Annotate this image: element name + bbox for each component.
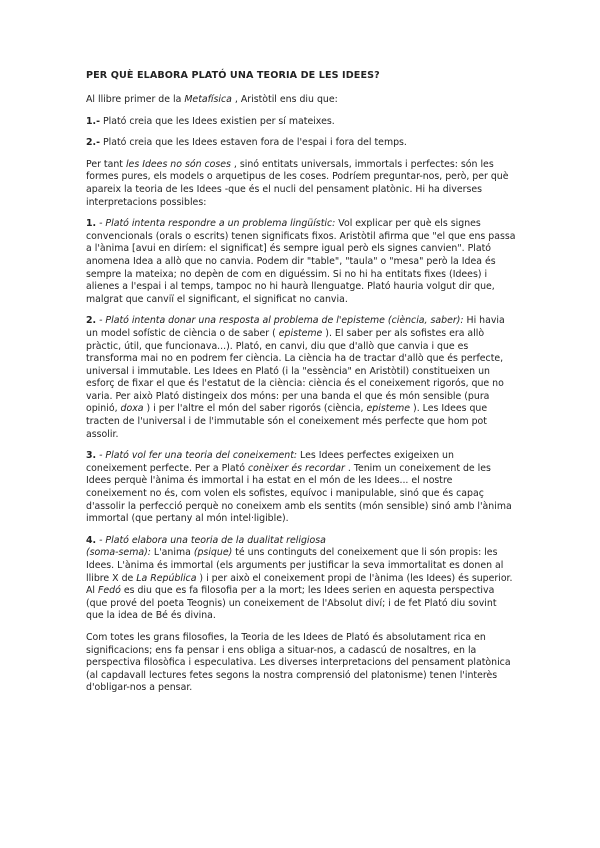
point-1-text: Plató creia que les Idees existien per sí mateixes. <box>99 115 335 127</box>
interpretation-3-number: 3. <box>86 450 97 462</box>
general-italic: les Idees no són coses <box>125 158 231 170</box>
general-text-end: , sinó entitats universals, immortals i perfectes: són les formes pures, els models o arquetipus de les coses. Podríem preguntar-nos, però, per què apareix la teoria de les Idees -que és el nucli del pensament platònic. Hi ha diverses interpretacions possibles: <box>86 158 509 208</box>
interpretation-3-text: . Tenim un coneixement de les Idees perquè l'ànima és immortal i ha estat en el món de les Idees... el nostre coneixement no és, com volen els sofistes, equívoc i manipulable, sinó que és capaç d'assolir la perfecció perquè no coneixem amb els sentits (món sensible) sinó amb l'ànima immortal (que pertany al món intel·ligible). <box>86 462 512 525</box>
interpretation-4-heading-cont: (soma-sema): <box>86 547 151 559</box>
interpretation-2-italic: doxa <box>120 403 144 415</box>
document-title: PER QUÈ ELABORA PLATÓ UNA TEORIA DE LES IDEES? <box>86 70 380 81</box>
interpretation-3 <box>86 450 516 526</box>
intro-text-end: , Aristòtil ens diu que: <box>231 94 338 105</box>
interpretation-2-text: Hi havia un model sofístic de ciència o de saber ( <box>86 315 505 339</box>
interpretation-2-text: ). Les Idees que tracten de l'universal i de l'immutable són el coneixement més perfecte que hom pot assolir. <box>86 403 488 440</box>
interpretation-4-number: 4. <box>86 534 97 546</box>
intro-text: Al llibre primer de la <box>86 94 185 105</box>
interpretation-4 <box>86 535 516 623</box>
interpretation-4-text: L'anima <box>150 547 194 559</box>
interpretation-3-italic: conèixer és recordar <box>247 462 345 474</box>
interpretation-4-italic: Fedó <box>98 585 121 597</box>
interpretation-2-text: ). El saber per als sofistes era allò pràctic, útil, que funcionava...). Plató, en canvi, diu que d'allò que canvia i que es transforma mai no en podrem fer ciència. La ciència ha de tractar d'allò que és perfecte, universal i immutable. Les Idees en Plató (i la "essència" en Aristòtil) constitueixen un esforç de fixar el que és l'estatut de la ciència: ciència és el coneixement rigorós, que no varia. Per això Plató distingeix dos móns: per una banda el que és món sensible (pura opinió, <box>86 327 504 415</box>
interpretation-3-text: Les Idees perfectes exigeixen un coneixement perfecte. Per a Plató <box>86 450 454 474</box>
interpretation-3-heading: - Plató vol fer una teoria del coneixement: <box>96 450 298 462</box>
intro-paragraph <box>86 94 516 107</box>
interpretation-4-text: té uns continguts del coneixement que li són propis: les Idees. L'ànima és immortal (els arguments per justificar la seva immortalitat es donen al llibre X de <box>86 547 504 584</box>
interpretation-1-number: 1. <box>86 218 97 230</box>
interpretation-2 <box>86 315 516 441</box>
interpretation-2-italic: episteme <box>278 327 323 339</box>
general-paragraph <box>86 159 516 209</box>
book-title-metafisica: Metafísica <box>184 94 232 105</box>
point-2-number: 2.- <box>86 137 100 149</box>
interpretation-4-text: es diu que es fa filosofia per a la mort; les Idees serien en aquesta perspectiva (que prové del poeta Teognis) un coneixement de l'Absolut diví; i de fet Plató diu sovint que la idea de Bé és divina. <box>86 585 497 622</box>
point-1-number: 1.- <box>86 115 100 127</box>
interpretation-2-heading: - Plató intenta donar una resposta al problema de l'episteme (ciència, saber): <box>96 315 464 327</box>
point-1 <box>86 116 516 129</box>
interpretation-2-number: 2. <box>86 315 97 327</box>
point-2-text: Plató creia que les Idees estaven fora de l'espai i fora del temps. <box>99 137 407 149</box>
interpretation-1-heading: - Plató intenta respondre a un problema lingüístic: <box>96 218 336 230</box>
conclusion-paragraph: Com totes les grans filosofies, la Teoria de les Idees de Plató és absolutament rica en significacions; ens fa pensar i ens obliga a situar-nos, a cadascú de nosaltres, en la perspectiva filosòfica i especulativa. Les diverses interpretacions del pensament platònica (al capdavall lectures fetes segons la nostra comprensió del platonisme) tenen l'interès d'obligar-nos a pensar. <box>86 631 511 694</box>
interpretation-4-text: ) i per això el coneixement propi de l'ànima (les Idees) és superior. Al <box>86 572 513 597</box>
point-2 <box>86 137 516 150</box>
general-text-start: Per tant <box>86 158 126 170</box>
interpretation-1-text: Vol explicar per què els signes convencionals (orals o escrits) tenen significats fixos. Aristòtil afirma que "el que ens passa a l'ànima [avui en diríem: el significat] és sempre igual però els signes canvien". Plató anomena Idea a allò que no canvia. Podem dir "table", "taula" o "mesa" però la Idea és sempre la mateixa; no depèn de com en diguéssim. Si no hi ha entitats fixes (Idees) i alienes a l'espai i al temps, tampoc no hi haurà llenguatge. Plató hauria volgut dir que, malgrat que canviï el significant, el significat no canvia. <box>86 218 516 305</box>
interpretation-4-italic: (psique) <box>193 547 233 559</box>
interpretation-2-italic: episteme <box>366 403 411 415</box>
interpretation-1 <box>86 218 516 306</box>
interpretation-2-text: ) i per l'altre el món del saber rigorós (ciència, <box>143 403 367 415</box>
interpretation-4-italic: La República <box>136 572 197 584</box>
interpretation-4-heading: - Plató elabora una teoria de la dualitat religiosa <box>96 534 326 546</box>
